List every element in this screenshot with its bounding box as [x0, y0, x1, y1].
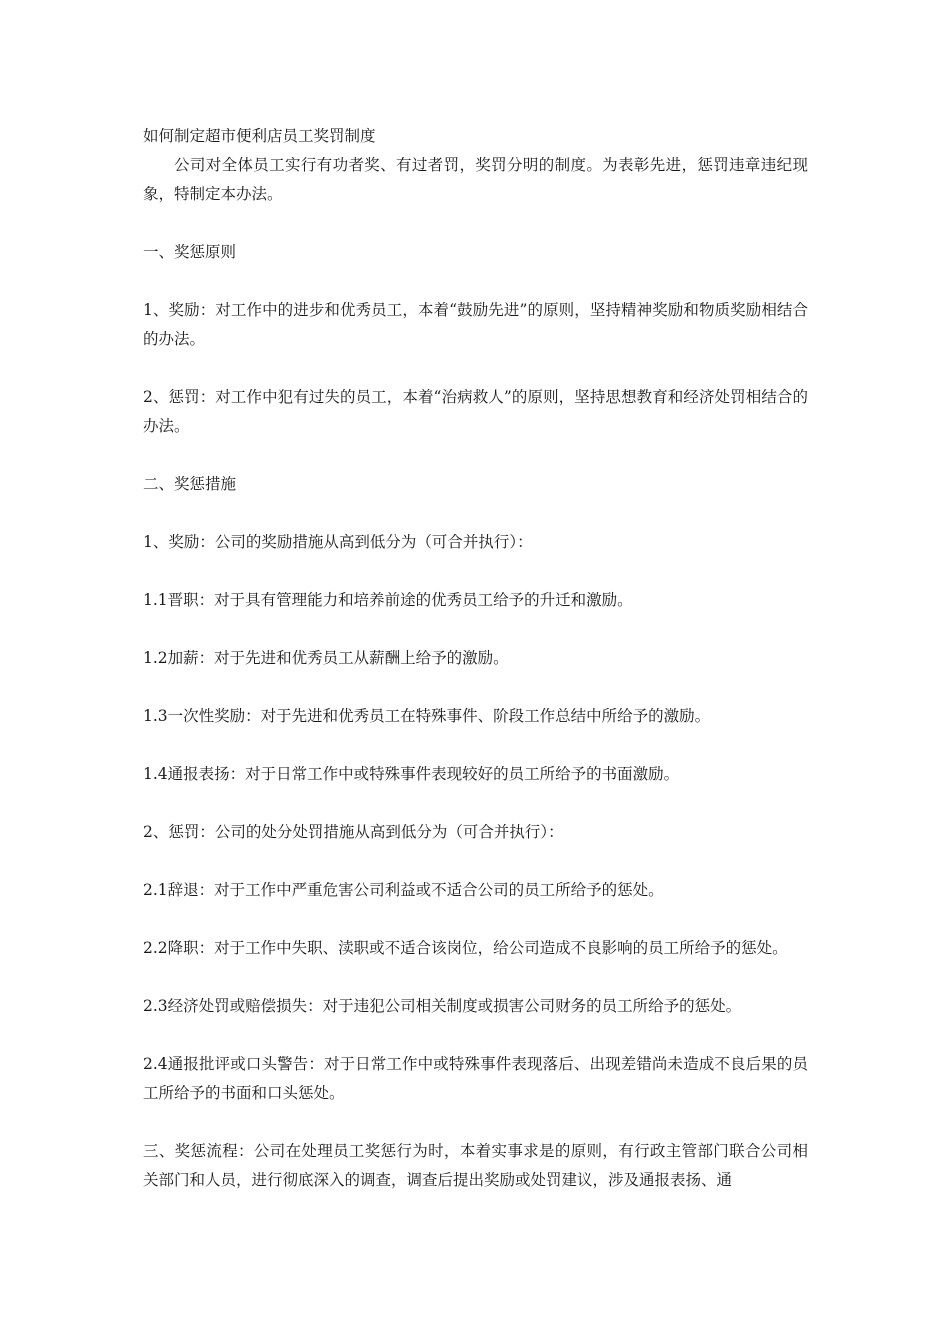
reward-item-bonus: 1.3一次性奖励：对于先进和优秀员工在特殊事件、阶段工作总结中所给予的激励。	[143, 707, 711, 725]
reward-item-commendation: 1.4通报表扬：对于日常工作中或特殊事件表现较好的员工所给予的书面激励。	[143, 765, 680, 783]
penalty-item-demotion: 2.2降职：对于工作中失职、渎职或不适合该岗位，给公司造成不良影响的员工所给予的惩处。	[143, 939, 788, 957]
principle-penalty: 2、惩罚：对工作中犯有过失的员工，本着“治病救人”的原则，坚持思想教育和经济处罚相结合的办法。	[143, 388, 808, 435]
penalty-measures-heading: 2、惩罚：公司的处分处罚措施从高到低分为（可合并执行）：	[143, 823, 564, 841]
penalty-item-fine: 2.3经济处罚或赔偿损失：对于违犯公司相关制度或损害公司财务的员工所给予的惩处。	[143, 997, 742, 1015]
section-procedure: 三、奖惩流程：公司在处理员工奖惩行为时，本着实事求是的原则，有行政主管部门联合公司相关部门和人员，进行彻底深入的调查，调查后提出奖励或处罚建议，涉及通报表扬、通	[143, 1142, 808, 1189]
penalty-item-warning: 2.4通报批评或口头警告：对于日常工作中或特殊事件表现落后、出现差错尚未造成不良后果的员工所给予的书面和口头惩处。	[143, 1055, 808, 1102]
reward-measures-heading: 1、奖励：公司的奖励措施从高到低分为（可合并执行）：	[143, 533, 533, 551]
principle-reward: 1、奖励：对工作中的进步和优秀员工，本着“鼓励先进”的原则，坚持精神奖励和物质奖励相结合的办法。	[143, 301, 808, 348]
penalty-item-dismissal: 2.1辞退：对于工作中严重危害公司利益或不适合公司的员工所给予的惩处。	[143, 881, 664, 899]
reward-item-raise: 1.2加薪：对于先进和优秀员工从薪酬上给予的激励。	[143, 649, 509, 667]
intro-paragraph: 公司对全体员工实行有功者奖、有过者罚，奖罚分明的制度。为表彰先进，惩罚违章违纪现象，特制定本办法。	[143, 156, 808, 203]
document-body	[143, 122, 808, 1195]
document-title: 如何制定超市便利店员工奖罚制度	[143, 127, 376, 145]
section-heading-measures: 二、奖惩措施	[143, 475, 237, 493]
reward-item-promotion: 1.1晋职：对于具有管理能力和培养前途的优秀员工给予的升迁和激励。	[143, 591, 633, 609]
section-heading-principles: 一、奖惩原则	[143, 243, 237, 261]
